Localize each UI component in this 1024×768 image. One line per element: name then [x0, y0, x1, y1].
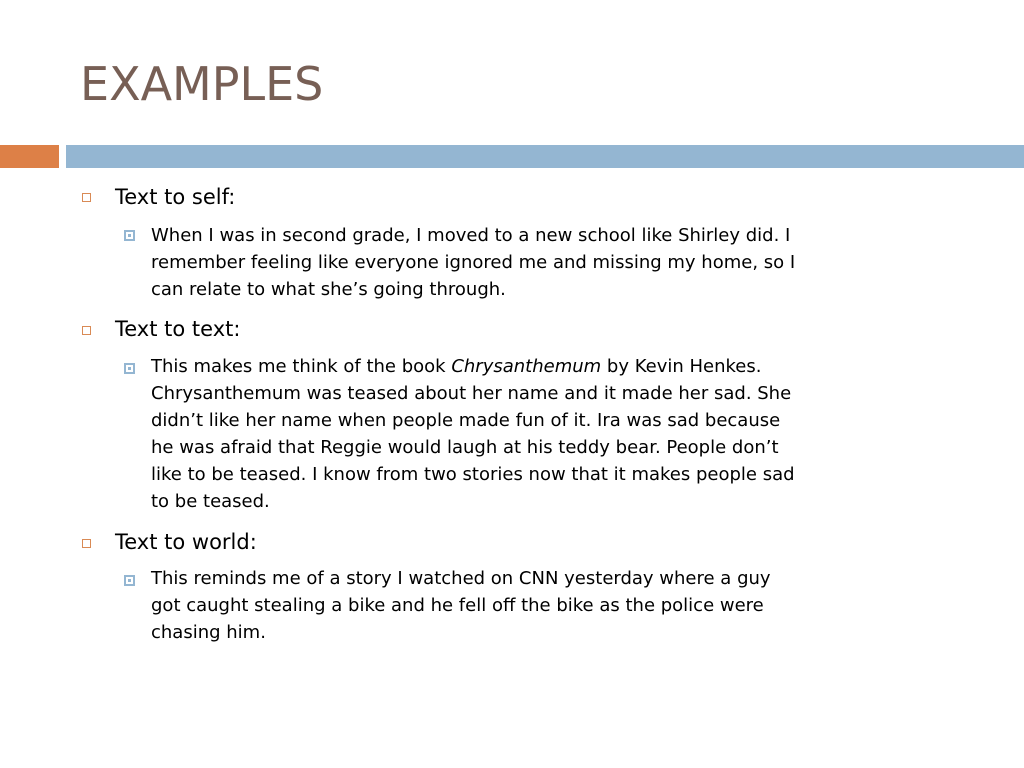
bullet-label-text-to-self: Text to self: [115, 185, 236, 209]
detail-line: chasing him. [151, 622, 266, 643]
detail-line-first [151, 353, 971, 380]
detail-line: remember feeling like everyone ignored me and missing my home, so I [151, 252, 796, 273]
filled-square-bullet-icon [124, 230, 135, 241]
square-bullet-icon [82, 326, 91, 335]
detail-line: When I was in second grade, I moved to a new school like Shirley did. I [151, 225, 791, 246]
bullet-detail-text-to-text [151, 353, 971, 515]
bullet-detail-text-to-world [151, 565, 971, 646]
filled-square-bullet-icon [124, 575, 135, 586]
square-bullet-icon [82, 193, 91, 202]
accent-bar-blue [66, 145, 1024, 168]
detail-line: Chrysanthemum was teased about her name and it made her sad. She [151, 383, 792, 404]
square-bullet-icon [82, 539, 91, 548]
filled-square-bullet-icon [124, 363, 135, 374]
slide-title: EXAMPLES [80, 57, 324, 111]
detail-line: can relate to what she’s going through. [151, 279, 506, 300]
detail-line: got caught stealing a bike and he fell off the bike as the police were [151, 595, 764, 616]
detail-line: to be teased. [151, 491, 270, 512]
bullet-label-text-to-world: Text to world: [115, 530, 257, 554]
bullet-label-text-to-text: Text to text: [115, 317, 241, 341]
book-title: Chrysanthemum [451, 356, 602, 377]
detail-line-suffix: by Kevin Henkes. [601, 356, 762, 377]
detail-line: he was afraid that Reggie would laugh at his teddy bear. People don’t [151, 437, 779, 458]
detail-line: didn’t like her name when people made fun of it. Ira was sad because [151, 410, 781, 431]
bullet-detail-text-to-self [151, 222, 971, 303]
detail-line: like to be teased. I know from two stories now that it makes people sad [151, 464, 795, 485]
accent-bar-orange [0, 145, 59, 168]
detail-line: This reminds me of a story I watched on CNN yesterday where a guy [151, 568, 771, 589]
detail-line-prefix: This makes me think of the book [151, 356, 452, 377]
